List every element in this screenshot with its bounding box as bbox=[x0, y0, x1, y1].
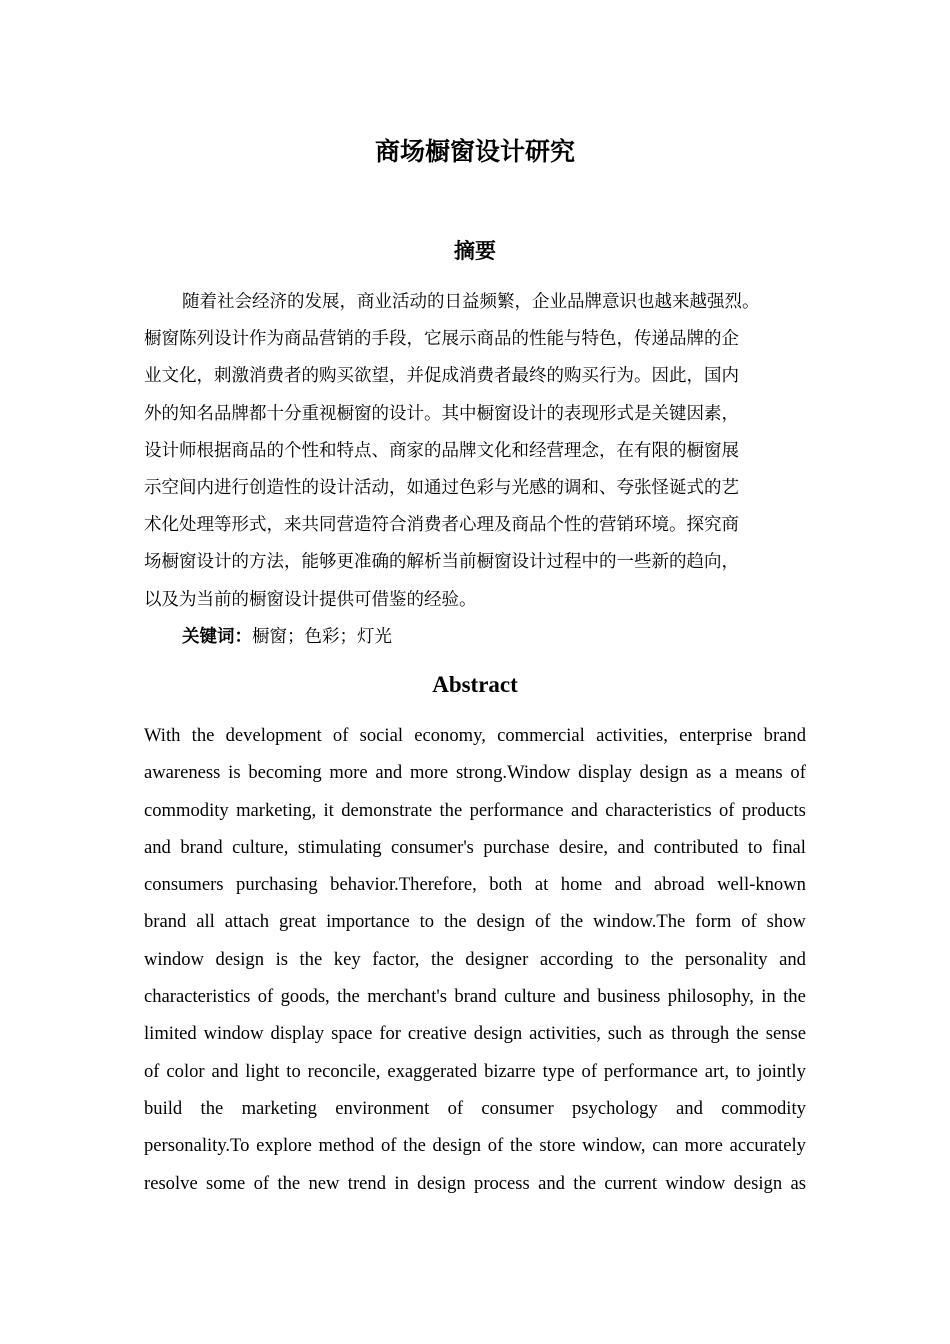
abstract-cn-line: 术化处理等形式，来共同营造符合消费者心理及商品个性的营销环境。探究商 bbox=[144, 515, 739, 536]
abstract-cn-line: 以及为当前的橱窗设计提供可借鉴的经验。 bbox=[144, 589, 477, 610]
abstract-en-line: With the development of social economy, commercial activities, enterprise brand bbox=[144, 725, 806, 746]
abstract-en-line: of color and light to reconcile, exaggerated bizarre type of performance art, to jointly bbox=[144, 1060, 806, 1082]
abstract-cn-line: 示空间内进行创造性的设计活动，如通过色彩与光感的调和、夸张怪诞式的艺 bbox=[144, 477, 739, 498]
abstract-cn-body bbox=[144, 284, 806, 619]
abstract-en-line: commodity marketing, it demonstrate the performance and characteristics of products bbox=[144, 799, 806, 821]
abstract-en-body bbox=[144, 717, 806, 1202]
keywords-value: 橱窗；色彩；灯光 bbox=[252, 627, 392, 647]
abstract-cn-heading: 摘要 bbox=[454, 238, 496, 263]
abstract-en-line: awareness is becoming more and more strong.Window display design as a means of bbox=[144, 762, 806, 784]
abstract-en-line: window design is the key factor, the designer according to the personality and bbox=[144, 948, 806, 970]
abstract-en-line: limited window display space for creative design activities, such as through the sense bbox=[144, 1023, 806, 1045]
abstract-cn-line: 场橱窗设计的方法，能够更准确的解析当前橱窗设计过程中的一些新的趋向， bbox=[144, 552, 739, 573]
abstract-en-line: resolve some of the new trend in design process and the current window design as bbox=[144, 1172, 806, 1194]
abstract-cn-line: 外的知名品牌都十分重视橱窗的设计。其中橱窗设计的表现形式是关键因素， bbox=[144, 403, 739, 424]
abstract-cn-line: 设计师根据商品的个性和特点、商家的品牌文化和经营理念，在有限的橱窗展 bbox=[144, 440, 739, 461]
abstract-cn-line: 橱窗陈列设计作为商品营销的手段，它展示商品的性能与特色，传递品牌的企 bbox=[144, 329, 739, 350]
abstract-en-line: consumers purchasing behavior.Therefore, both at home and abroad well-known bbox=[144, 874, 806, 896]
keywords-label: 关键词： bbox=[182, 627, 252, 647]
abstract-en-line: and brand culture, stimulating consumer's purchase desire, and contributed to final bbox=[144, 836, 806, 858]
abstract-en-line: brand all attach great importance to the design of the window.The form of show bbox=[144, 911, 806, 933]
abstract-en-line: personality.To explore method of the design of the store window, can more accurately bbox=[144, 1135, 806, 1157]
abstract-en-heading: Abstract bbox=[432, 672, 518, 697]
keywords-line bbox=[182, 619, 392, 656]
abstract-en-line: build the marketing environment of consumer psychology and commodity bbox=[144, 1097, 806, 1119]
abstract-cn-line: 随着社会经济的发展，商业活动的日益频繁，企业品牌意识也越来越强烈。 bbox=[182, 292, 760, 312]
abstract-cn-line: 业文化，刺激消费者的购买欲望，并促成消费者最终的购买行为。因此，国内 bbox=[144, 366, 739, 387]
abstract-en-line: characteristics of goods, the merchant's brand culture and business philosophy, in the bbox=[144, 986, 806, 1008]
paper-title: 商场橱窗设计研究 bbox=[374, 137, 575, 166]
